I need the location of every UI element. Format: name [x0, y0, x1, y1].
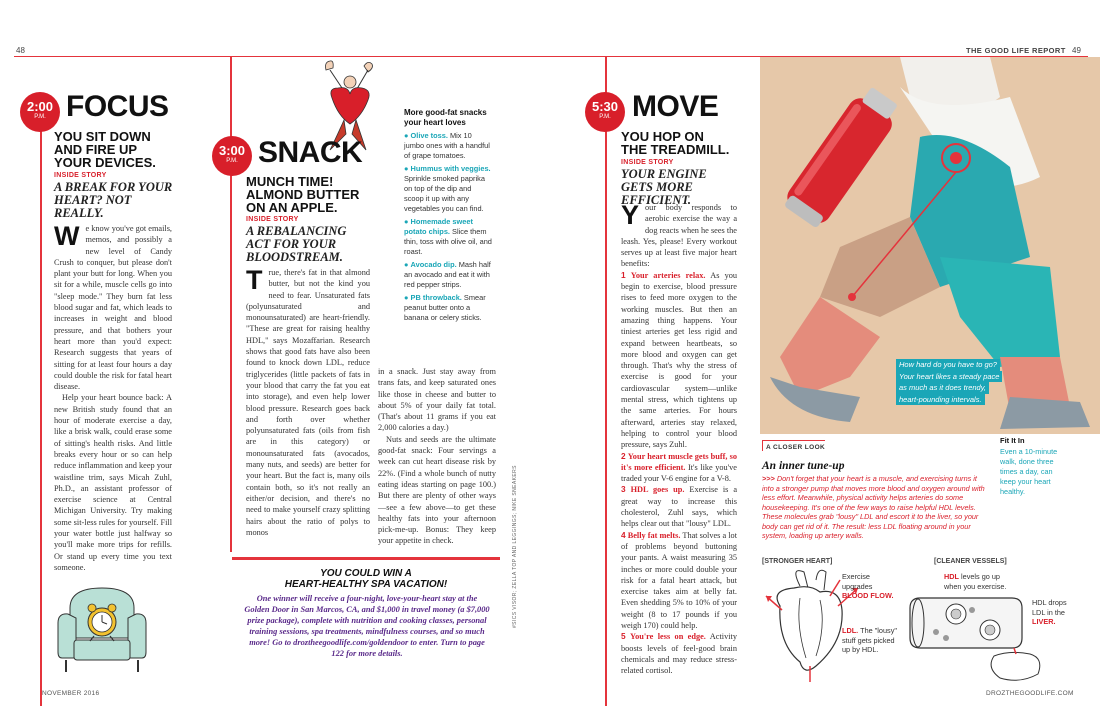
sidebar-item-text: Smear peanut butter onto a banana or celery sticks.	[404, 293, 486, 322]
move-clock-badge	[585, 92, 625, 132]
sidebar-item-text: Mash half an avocado and eat it with red pepper strips.	[404, 260, 491, 289]
footer-site: DROZTHEGOODLIFE.COM	[986, 690, 1074, 697]
exercise-photo	[760, 57, 1100, 434]
focus-time: 2:00	[26, 99, 54, 114]
column-rule-snack	[230, 56, 232, 552]
hdl-label-line: when you exercise.	[944, 581, 1007, 591]
point-number: 1	[621, 269, 626, 280]
focus-inside-label: INSIDE STORY	[54, 172, 107, 179]
closer-body	[762, 474, 986, 541]
stronger-heart-label: [STRONGER HEART]	[762, 558, 833, 565]
focus-paragraph-2: Help your heart bounce back: A new British study found that an hour of moderate exercise a day, like a brisk walk, could erase some of sitting's health risks. And little breaks every hour or so can help reduce inflammation and keep your waistline trim, says Micah Zuhl, Ph.D., an assistant professor of exercise science at Central Michigan University. Try making some sit-less rules for yourself. Fill your water bottle just halfway so you'll make more trips for refills. Or stand up every time you text someone.	[54, 393, 172, 572]
snack-paragraph-1: rue, there's fat in that almond butter, but not the kind you need to fear. Unsaturated fats (polyunsaturated and monounsaturated) are heart-friendly. "These are great for raising healthy HDL," says Mozaffarian. Research shows that good fats have also been found to knock down LDL, reduce triglycerides (little packets of fats in your blood that carry the fat you eat into storage), and even help lower blood pressure. Research goes back and forth over whether polyunsaturated fats (oils from fish are in this category) or monounsaturated fats (avocados, many nuts, and seeds) are better for your heart. But the fact is, many oils contain both, so it's not really an either/or decision, and there's no need to make yourself crazy splitting hairs about the ratio of polys to monos	[246, 268, 370, 537]
sidebar-item: ● Avocado dip. Mash half an avocado and eat it with red pepper strips.	[404, 260, 491, 289]
sidebar-item-lead: Homemade sweet potato chips.	[404, 217, 473, 236]
focus-dropcap: W	[54, 221, 80, 251]
sidebar-item-text: Mix 10 jumbo ones with a handful of grape tomatoes.	[404, 131, 490, 160]
photo-credit: #SICS VISOR; ZELLA TOP AND LEGGINGS; NIKE SNEAKERS	[512, 465, 518, 628]
sidebar-item: ● Homemade sweet potato chips. Slice them thin, toss with olive oil, and roast.	[404, 217, 492, 256]
focus-clock-badge	[20, 92, 60, 132]
ldl-label-line: up by HDL.	[842, 645, 879, 654]
move-point	[621, 631, 737, 676]
move-time: 5:30	[591, 99, 619, 114]
caption-line: How hard do you have to go?	[896, 359, 1000, 371]
closer-title: An inner tune-up	[762, 460, 845, 472]
move-title: MOVE	[632, 90, 719, 123]
fit-it-in-body: Even a 10-minute walk, done three times a day, can keep your heart healthy.	[1000, 447, 1058, 496]
running-title: THE GOOD LIFE REPORT	[966, 46, 1066, 55]
photo-caption	[896, 359, 1002, 405]
caption-line: heart-pounding intervals.	[896, 394, 985, 406]
point-text: It's like you've traded your V-6 engine for a V-8.	[621, 462, 737, 484]
footer-date: NOVEMBER 2016	[42, 690, 100, 697]
point-head: HDL goes up.	[630, 485, 685, 495]
snack-body-col2	[378, 366, 496, 547]
ldl-label-line: The "lousy"	[858, 626, 897, 635]
move-body	[621, 202, 737, 676]
promo-body: One winner will receive a four-night, love-your-heart stay at the Golden Door in San Marcos, CA, and $1,000 in travel money (a $7,000 prize package), complete with nutrition and cooking classes, personal training sessions, spa treatments, mindfulness courses, and so much more! Go to droztheegoodlife.com/goldendoor to enter. Turn to page 122 for more details.	[244, 594, 490, 658]
closer-body-text: Don't forget that your heart is a muscle, and exercising turns it into a stronger pump that moves more blood and oxygen around with less effort. Meanwhile, physical activity helps arteries do some housekeeping. It's one of the few ways to raise helpful HDL levels. These molecules grab "lousy" LDL and escort it to the liver, so your body can get rid of it. The result: less LDL floating around in your system, loading up artery walls.	[762, 474, 985, 540]
sidebar-item-lead: PB throwback.	[410, 293, 462, 302]
cleaner-vessels-label: [CLEANER VESSELS]	[934, 558, 1007, 565]
closer-look-label	[762, 440, 825, 451]
hdl-label	[944, 572, 1006, 591]
point-number: 5	[621, 631, 626, 642]
point-head: Your heart muscle gets buff, so it's more efficient.	[621, 451, 737, 472]
promo-title-2: HEART-HEALTHY SPA VACATION!	[284, 579, 448, 590]
sidebar-item: ● Olive toss. Mix 10 jumbo ones with a handful of grape tomatoes.	[404, 131, 490, 160]
exercise-label-line: upgrades	[842, 581, 873, 591]
ldl-label-line: stuff gets picked	[842, 635, 895, 645]
caption-line: Your heart likes a steady pace	[896, 371, 1002, 383]
hdl-drops-line: LIVER.	[1032, 617, 1056, 626]
snack-clock-badge	[212, 136, 252, 176]
snack-kicker: A REBALANCING ACT FOR YOUR BLOODSTREAM.	[246, 224, 347, 264]
sidebar-item-text: Sprinkle smoked paprika on top of the dip and scoop it up with any vegetables you can find.	[404, 174, 485, 213]
move-dropcap: Y	[621, 200, 640, 230]
snack-inside-label: INSIDE STORY	[246, 216, 299, 223]
snack-time: 3:00	[218, 143, 246, 158]
point-head: Your arteries relax.	[630, 270, 706, 280]
fit-it-in-head: Fit It In	[1000, 436, 1025, 445]
sidebar-heading: More good-fat snacks your heart loves	[404, 108, 487, 127]
hdl-lead: HDL	[944, 572, 959, 581]
sidebar-item-lead: Avocado dip.	[410, 260, 457, 269]
page-number-left: 48	[16, 46, 25, 55]
snack-ampm: P.M.	[226, 158, 238, 164]
focus-title: FOCUS	[66, 90, 169, 123]
promo-top-rule	[232, 557, 500, 560]
sidebar-item: ● PB throwback. Smear peanut butter onto a banana or celery sticks.	[404, 293, 486, 322]
promo-title-1: YOU COULD WIN A	[320, 568, 412, 579]
move-intro: our body responds to aerobic exercise the way a dog reacts when he sees the leash. Yes, please! Every workout serves up at least five major heart benefits:	[621, 203, 737, 269]
point-head: You're less on edge.	[630, 632, 706, 642]
focus-deck: YOU SIT DOWN AND FIRE UP YOUR DEVICES.	[54, 129, 156, 170]
move-point	[621, 270, 737, 451]
good-fat-snacks-sidebar	[404, 108, 492, 326]
move-ampm: P.M.	[599, 114, 611, 120]
closer-label-text: A CLOSER LOOK	[766, 444, 826, 451]
focus-paragraph-1: e know you've got emails, memos, and possibly a new level of Candy Crush to conquer, but please don't plant your butt for long. When you sit for a while, muscle cells go into "sleep mode." They burn fat less blood sugar and fat, which leads to increases in weight and blood pressure, and that bothers your heart more than you'd expect: Research suggests that years of sitting for at least four hours a day could double the risk for fatal heart disease.	[54, 224, 173, 392]
snack-dropcap: T	[246, 265, 263, 295]
armchair-clock-illustration	[52, 578, 152, 678]
focus-body	[54, 223, 172, 573]
hdl-label-line: levels go up	[959, 572, 1000, 581]
sidebar-item-lead: Hummus with veggies.	[410, 164, 491, 173]
sidebar-item: ● Hummus with veggies. Sprinkle smoked paprika on top of the dip and scoop it up with any vegetables you can find.	[404, 164, 491, 213]
caption-line: as much as it does trendy,	[896, 382, 989, 394]
sidebar-item-text: Slice them thin, toss with olive oil, and roast.	[404, 227, 492, 256]
focus-ampm: P.M.	[34, 114, 46, 120]
hdl-drops-line: HDL drops	[1032, 598, 1067, 607]
snack-paragraph-3: Nuts and seeds are the ultimate good-fat snack: Four servings a week can cut heart disease risk by 22%. (Find a whole bunch of nutty eating ideas starting on page 100.) But there are plenty of other ways—see a few above—to get these healthy fats into your afternoon pick-me-up. Bonus: They keep your appetite in check.	[378, 434, 496, 546]
point-text: Exercise is a great way to increase this cholesterol, Zuhl says, which helps clear out that "lousy" LDL.	[621, 485, 738, 529]
sidebar-item-lead: Olive toss.	[410, 131, 448, 140]
hdl-drops-label	[1032, 598, 1067, 627]
column-rule-focus	[40, 130, 42, 706]
point-text: As you begin to exercise, blood pressure rises to feed more oxygen to the working muscles. But then an amazing thing happens. Your tiniest arteries get less rigid and expand between heartbeats, so more blood and oxygen can get through. That's why the stress of exercise is good for your cardiovascular system—unlike mental stress, which tightens up the same arteries. For hours afterward, arteries stay relaxed, helping to control your blood pressure, says Zuhl.	[621, 270, 738, 450]
exercise-label-line: Exercise	[842, 572, 870, 581]
move-inside-label: INSIDE STORY	[621, 159, 674, 166]
point-text: That solves a lot of problems beyond buttoning your pants. A waist measuring 35 inches or more could double your risk for a fatal heart attack, but exercise takes aim at belly fat. Even shedding 5% to 10% of your weight (8 to 17 pounds if you weigh 170) could help.	[621, 530, 738, 630]
snack-deck: MUNCH TIME! ALMOND BUTTER ON AN APPLE.	[246, 174, 360, 215]
exercise-label	[842, 572, 893, 601]
focus-kicker: A BREAK FOR YOUR HEART? NOT REALLY.	[54, 180, 173, 220]
hdl-drops-line: LDL in the	[1032, 607, 1065, 617]
snack-body-col1	[246, 267, 370, 538]
ldl-label	[842, 626, 897, 655]
snack-paragraph-2: in a snack. Just stay away from trans fats, and keep saturated ones like those in cheese and butter to about 5% of your daily fat total. (That's about 11 grams if you eat 2,000 calories a day.)	[378, 367, 496, 433]
point-number: 4	[621, 529, 626, 540]
move-point	[621, 451, 737, 485]
point-number: 2	[621, 450, 626, 461]
page-number-right: 49	[1072, 46, 1081, 55]
exercise-label-line: BLOOD FLOW.	[842, 591, 894, 600]
point-number: 3	[621, 484, 626, 495]
move-point	[621, 484, 737, 529]
move-kicker: YOUR ENGINE GETS MORE EFFICIENT.	[621, 167, 707, 207]
point-text: Activity boosts levels of feel-good brain chemicals and may reduce stress-related cortisol.	[621, 632, 737, 676]
snack-title: SNACK	[258, 136, 363, 169]
column-rule-move	[605, 56, 607, 706]
point-head: Belly fat melts.	[627, 530, 681, 540]
move-deck: YOU HOP ON THE TREADMILL.	[621, 129, 730, 157]
ldl-lead: LDL.	[842, 626, 859, 635]
move-point	[621, 530, 737, 632]
arrows-icon: >>>	[762, 474, 775, 483]
